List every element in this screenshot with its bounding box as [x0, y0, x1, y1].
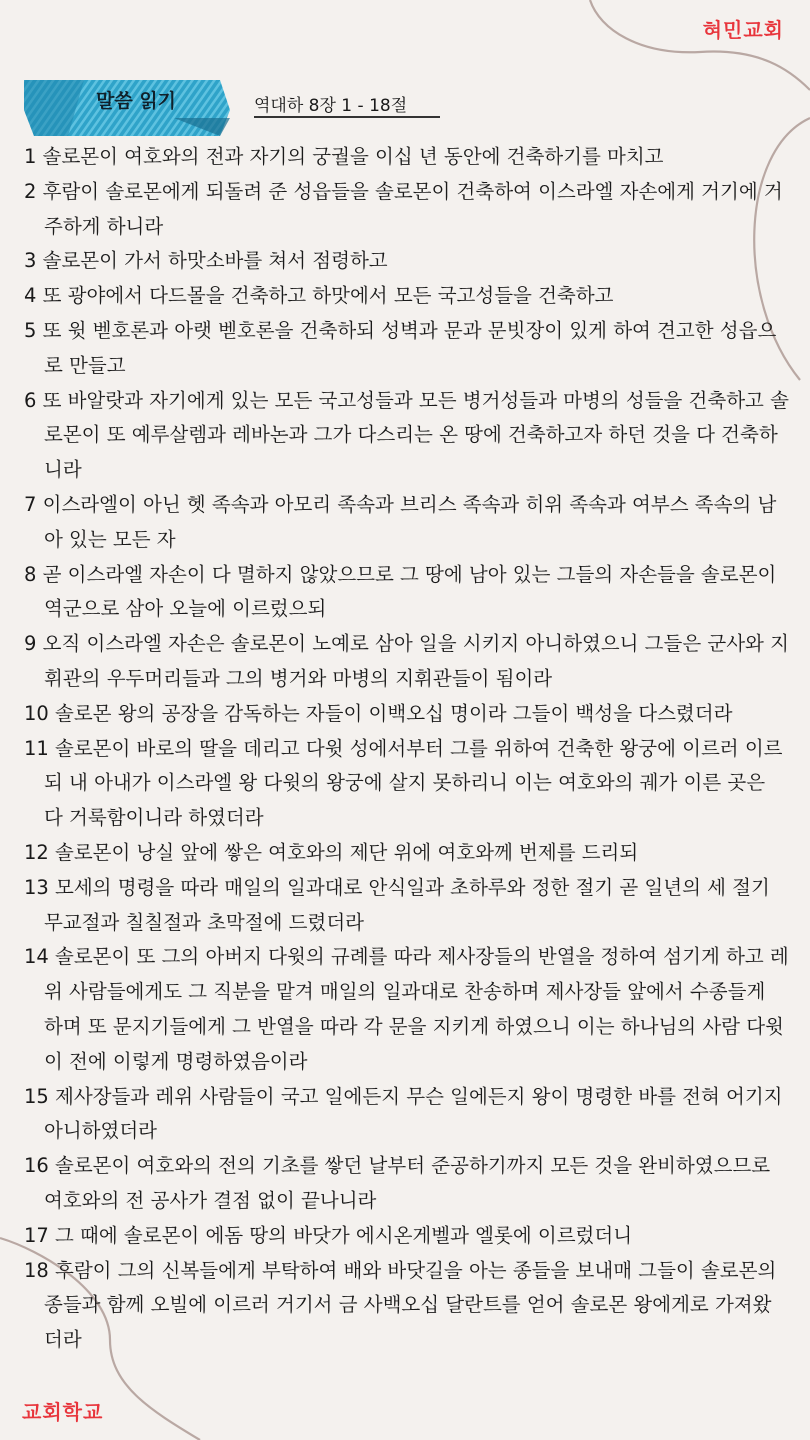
verse-9: 9 오직 이스라엘 자손은 솔로몬이 노예로 삼아 일을 시키지 아니하였으니 그들은 군사와 지휘관의 우두머리들과 그의 병거와 마병의 지휘관들이 됨이라 — [24, 632, 789, 690]
verse-4: 4 또 광야에서 다드몰을 건축하고 하맛에서 모든 국고성들을 건축하고 — [24, 284, 614, 308]
verse-13: 13 모세의 명령을 따라 매일의 일과대로 안식일과 초하루와 정한 절기 곧 일년의 세 절기 무교절과 칠칠절과 초막절에 드렸더라 — [24, 875, 770, 934]
verse-10: 10 솔로몬 왕의 공장을 감독하는 자들이 이백오십 명이라 그들이 백성을 다스렸더라 — [24, 701, 733, 725]
verse-16: 16 솔로몬이 여호와의 전의 기초를 쌓던 날부터 준공하기까지 모든 것을 완비하였으므로 여호와의 전 공사가 결점 없이 끝나니라 — [24, 1154, 771, 1212]
verse-3: 3 솔로몬이 가서 하맛소바를 쳐서 점령하고 — [24, 249, 388, 273]
sunday-school-logo: 교회학교 — [22, 1400, 104, 1424]
reference-underline — [254, 116, 440, 118]
verse-17: 17 그 때에 솔로몬이 에돔 땅의 바닷가 에시온게벨과 엘롯에 이르렀더니 — [24, 1223, 633, 1247]
church-name-logo: 혀민교회 — [702, 18, 784, 42]
verse-14: 14 솔로몬이 또 그의 아버지 다윗의 규례를 따라 제사장들의 반열을 정하여 섬기게 하고 레위 사람들에게도 그 직분을 맡겨 매일의 일과대로 찬송하며 제사장들 앞에서 수종들게 하며 또 문지기들에게 그 반열을 따라 각 문을 지키게 하였으니 이는 하나님의 사람 다윗이 전에 이렇게 명령하였음이라 — [24, 945, 789, 1073]
verse-1: 1 솔로몬이 여호와의 전과 자기의 궁궐을 이십 년 동안에 건축하기를 마치고 — [24, 145, 664, 168]
verse-6: 6 또 바알랏과 자기에게 있는 모든 국고성들과 모든 병거성들과 마병의 성들을 건축하고 솔로몬이 또 예루살렘과 레바논과 그가 다스리는 온 땅에 건축하고자 하던 것을 다 건축하니라 — [24, 388, 789, 482]
verse-12: 12 솔로몬이 낭실 앞에 쌓은 여호와의 제단 위에 여호와께 번제를 드리되 — [24, 840, 639, 864]
verse-2: 2 후람이 솔로몬에게 되돌려 준 성읍들을 솔로몬이 건축하여 이스라엘 자손에게 거기에 거주하게 하니라 — [24, 179, 783, 238]
verse-11: 11 솔로몬이 바로의 딸을 데리고 다윗 성에서부터 그를 위하여 건축한 왕궁에 이르러 이르되 내 아내가 이스라엘 왕 다윗의 왕궁에 살지 못하리니 이는 여호와의 궤가 이른 곳은 다 거룩함이니라 하였더라 — [24, 736, 783, 830]
scripture-reference: 역대하 8장 1 - 18절 — [254, 96, 408, 116]
verse-15: 15 제사장들과 레위 사람들이 국고 일에든지 무슨 일에든지 왕이 명령한 바를 전혀 어기지 아니하였더라 — [24, 1084, 783, 1143]
banner-label: 말씀 읽기 — [96, 90, 177, 112]
verse-list — [24, 140, 790, 1358]
verse-7: 7 이스라엘이 아닌 헷 족속과 아모리 족속과 브리스 족속과 히위 족속과 여부스 족속의 남아 있는 모든 자 — [24, 492, 777, 551]
verse-18: 18 후람이 그의 신복들에게 부탁하여 배와 바닷길을 아는 종들을 보내매 그들이 솔로몬의 종들과 함께 오빌에 이르러 거기서 금 사백오십 달란트를 얻어 솔로몬 왕에게로 가져왔더라 — [24, 1258, 777, 1352]
verse-5: 5 또 윗 벧호론과 아랫 벧호론을 건축하되 성벽과 문과 문빗장이 있게 하여 견고한 성읍으로 만들고 — [24, 318, 777, 377]
verse-8: 8 곧 이스라엘 자손이 다 멸하지 않았으므로 그 땅에 남아 있는 그들의 자손들을 솔로몬이 역군으로 삼아 오늘에 이르렀으되 — [24, 562, 777, 621]
